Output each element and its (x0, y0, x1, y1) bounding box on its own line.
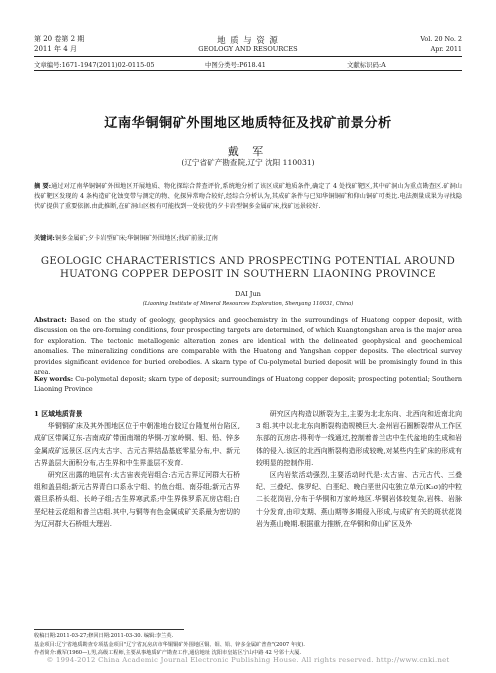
document-code: 文献标识码:A (347, 61, 386, 69)
abstract-en-label: Abstract: (34, 316, 67, 324)
footnote-fund: 基金项目:辽宁省地质勘查专项基金项目"辽宁省瓦房店市华铜铜矿外围地区铜、钼、铅、锌多金属矿普查"(2007 年度). (34, 641, 305, 648)
author-affiliation-en: (Liaoning Institute of Mineral Resources Exploration, Shenyang 110031, China) (142, 301, 354, 307)
body-column-right (256, 408, 462, 530)
article-title-en-line-1: GEOLOGIC CHARACTERISTICS AND PROSPECTING POTENTIAL AROUND (40, 256, 456, 267)
keywords-cn-label: 关键词: (34, 235, 55, 242)
article-title-cn: 辽南华铜铜矿外围地区地质特征及找矿前景分析 (104, 116, 392, 131)
article-number: 文章编号:1671-1947(2011)02-0115-05 (34, 61, 155, 69)
body-paragraph: 华铜铜矿床及其外围地区位于中朝准地台胶辽台隆复州台陷区,成矿区带属辽东-吉南成矿带面南端的华铜-万家岭铜、钼、铅、锌多金属成矿远景区.区内太古宇、古元古界结晶基底零星分布,中、新元古界盖层大面积分布,古生界和中生界盖层不发育. (34, 422, 240, 467)
publication-date-cn: 2011 年 4 月 (34, 45, 77, 53)
keywords-cn (34, 234, 462, 243)
author-affiliation-cn: (辽宁省矿产勘查院,辽宁 沈阳 110031) (181, 158, 315, 167)
journal-name-en: GEOLOGY AND RESOURCES (198, 45, 298, 53)
abstract-en (34, 315, 462, 377)
article-title-en (34, 256, 462, 281)
footnote-received: 收稿日期:2011-03-27;修回日期:2011-03-30. 编辑:李兰英. (34, 633, 174, 639)
abstract-cn-label: 摘 要: (34, 183, 52, 190)
header-rule-top (34, 56, 462, 57)
footnotes (34, 632, 462, 658)
volume-issue-cn: 第 20 卷第 2 期 (34, 35, 85, 43)
header-rule-bottom (34, 70, 462, 71)
volume-issue-en: Vol. 20 No. 2 (420, 35, 462, 43)
journal-name-cn: 地 质 与 资 源 (217, 35, 279, 45)
abstract-cn (34, 182, 462, 213)
clc-number: 中图分类号:P618.41 (205, 61, 266, 69)
abstract-en-text: Based on the study of geology, geophysics and geochemistry in the surroundings of Huatong copper deposit, with discussion on the ore-forming conditions, four prospecting targets are determined, of which Kuangtongshan area is the major area for exploration. The tectonic metallogenic alteration zones are identical with the delineated geophysical and geochemical anomalies. The mineralizing conditions are comparable with the Huatong and Yangshan copper deposits. The electrical survey provides significant evidence for buried orebodies. A skarn type of Cu-polymetal buried deposit will be promisingly found in this area. (34, 316, 462, 377)
section-heading: 1 区域地质背景 (34, 410, 83, 418)
keywords-en-text: Cu-polymetal deposit; skarn type of deposit; surroundings of Huatong copper deposit; prospecting potential; Southern Liaoning Province (34, 375, 462, 394)
article-title-en-line-2: HUATONG COPPER DEPOSIT IN SOUTHERN LIAONING PROVINCE (59, 268, 437, 280)
keywords-en (34, 374, 462, 395)
copyright-notice: © 1994-2012 China Academic Journal Electronic Publishing House. All rights reserved. http://www.cnki.net (46, 656, 450, 664)
body-paragraph: 区内岩浆活动强烈,主要活动时代是:太古宙、古元古代、三叠纪、三叠纪、侏罗纪、白垩纪、晚白垩世闪屯独立单元(K₂σ)的中粒二长花岗岩,分布于华铜和万家岭地区.华铜岩体较复杂,岩株、岩脉十分发育,由印支期、燕山期等多期侵入形成,与成矿有关的斑状花岗岩为燕山晚期.根据重力推断,在华铜和仰山矿区及外 (256, 471, 462, 528)
keywords-cn-text: 铜多金属矿;夕卡岩型矿床;华铜铜矿外围地区;找矿前景;辽南 (54, 235, 218, 242)
body-column-left (34, 408, 240, 530)
abstract-cn-text: 通过对辽南华铜铜矿外围地区开展地质、物化探综合普查评价,系统地分析了该区成矿地质条件,确定了 4 处找矿靶区,其中矿洞山为重点勘查区.矿洞山找矿靶区发现的 4 条构造矿化蚀变带与测定的物、化探异常吻合较好,经综合分析认为,其成矿条件与已知华铜铜矿和仰山铜矿可类比.电法测量成果为寻找隐伏矿提供了重要依据.由此推断,在矿洞山区极有可能找到一处较优的夕卡岩型铜多金属矿床,找矿远景较好. (34, 183, 462, 211)
author-name-cn: 戴 军 (227, 145, 269, 158)
footnote-rule (34, 629, 184, 630)
publication-date-en: Apr. 2011 (430, 45, 462, 53)
body-paragraph: 研究区出露的地层有:太古宙表壳岩组合:古元古界辽河群大石桥组和盖县组;新元古界青白口系永宁组、钓鱼台组、南芬组;新元古界震旦系桥头组、长岭子组;古生界寒武系;中生界侏罗系瓦房店组;白垩纪桂云花组和普兰店组.其中,与铜等有色金属成矿关系最为密切的为辽河群大石桥组大理岩. (34, 471, 240, 528)
keywords-en-label: Key words: (34, 375, 74, 383)
author-name-en: DAI Jun (235, 290, 261, 298)
footnote-author-bio: 作者简介:戴军(1960—),男,高级工程师,主要从事地质矿产勘查工作,通信地址 沈阳市皇姑区宁山中路 42 号邻十大厦. (34, 650, 302, 657)
body-paragraph: 研究区内构造以断裂为主,主要为北北东向、北西向和近南北向 3 组.其中以北北东向断裂构造规模巨大.金州岩石圈断裂带从工作区东部的瓦房店-得利寺一线通过,控制着普兰店中生代盆地的生成和岩体的侵入.该区的北西向断裂构造形成较晚,对某些内生矿床的形成有较明显的控制作用. (256, 410, 462, 467)
